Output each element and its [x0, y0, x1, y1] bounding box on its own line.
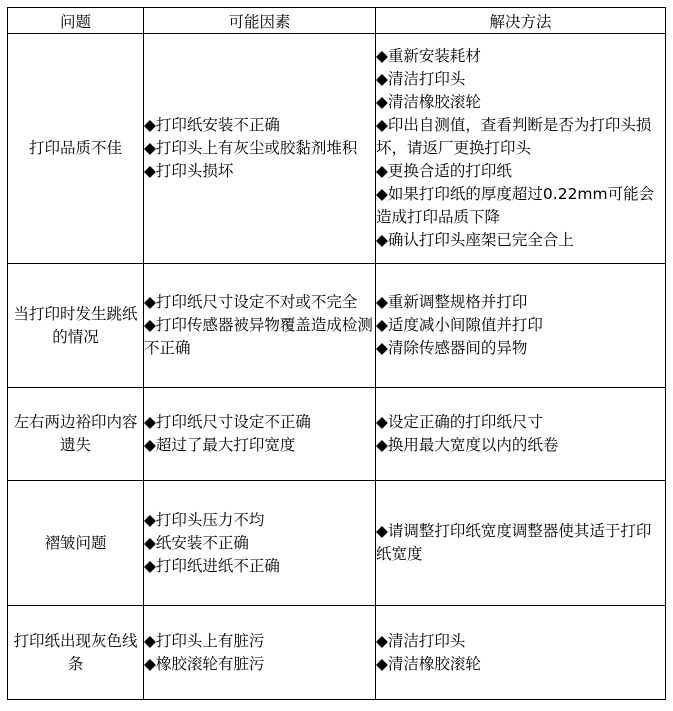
cause-item: ◆超过了最大打印宽度	[144, 436, 296, 454]
solution-item: ◆清洁打印头	[376, 70, 466, 88]
solution-item: ◆设定正确的打印纸尺寸	[376, 413, 543, 431]
cause-item: ◆打印纸进纸不正确	[144, 556, 280, 575]
solution-item: ◆重新安装耗材	[376, 47, 481, 65]
solution-item: ◆清洁打印头	[376, 631, 466, 650]
solution-item: ◆如果打印纸的厚度超过0.22mm可能会造成打印品质下降	[376, 185, 655, 226]
header-row	[8, 8, 666, 34]
cause-item: ◆打印纸尺寸设定不对或不完全	[144, 293, 358, 311]
header-causes: 可能因素	[144, 8, 376, 34]
solution-item: ◆确认打印头座架已完全合上	[376, 231, 574, 249]
solutions-cell	[376, 481, 666, 606]
table-row	[8, 606, 666, 700]
cause-item: ◆橡胶滚轮有脏污	[144, 654, 265, 673]
solutions-cell	[376, 388, 666, 481]
problem-cell: 打印纸出现灰色线条	[8, 606, 144, 700]
solution-item: ◆重新调整规格并打印	[376, 293, 528, 311]
solutions-cell	[376, 34, 666, 264]
solution-item: ◆清除传感器间的异物	[376, 339, 528, 357]
table-row	[8, 481, 666, 606]
problem-cell: 当打印时发生跳纸的情况	[8, 264, 144, 388]
problem-cell: 褶皱问题	[8, 481, 144, 606]
header-solutions: 解决方法	[376, 8, 666, 34]
cause-item: ◆打印头损坏	[144, 162, 234, 180]
cause-item: ◆打印头上有灰尘或胶黏剂堆积	[144, 139, 358, 157]
troubleshooting-table	[7, 7, 666, 700]
solution-item: ◆更换合适的打印纸	[376, 162, 512, 180]
causes-cell	[144, 264, 376, 388]
solution-item: ◆印出自测值，查看判断是否为打印头损坏，请返厂更换打印头	[376, 116, 652, 157]
problem-cell: 打印品质不佳	[8, 34, 144, 264]
causes-cell	[144, 388, 376, 481]
solution-item: ◆清洁橡胶滚轮	[376, 93, 481, 111]
solution-item: ◆适度减小间隙值并打印	[376, 316, 543, 334]
causes-cell	[144, 606, 376, 700]
cause-item: ◆打印头压力不均	[144, 510, 265, 529]
causes-cell	[144, 481, 376, 606]
cause-item: ◆打印纸尺寸设定不正确	[144, 413, 311, 431]
solution-item: ◆清洁橡胶滚轮	[376, 654, 481, 673]
table-row	[8, 34, 666, 264]
cause-item: ◆打印纸安装不正确	[144, 116, 280, 134]
causes-cell	[144, 34, 376, 264]
cause-item: ◆纸安装不正确	[144, 533, 249, 552]
solution-item: ◆请调整打印纸宽度调整器使其适于打印纸宽度	[376, 522, 652, 563]
solutions-cell	[376, 606, 666, 700]
header-problem: 问题	[8, 8, 144, 34]
table-row	[8, 264, 666, 388]
cause-item: ◆打印传感器被异物覆盖造成检测不正确	[144, 316, 373, 357]
solutions-cell	[376, 264, 666, 388]
table-row	[8, 388, 666, 481]
problem-cell: 左右两边裕印内容遗失	[8, 388, 144, 481]
solution-item: ◆换用最大宽度以内的纸卷	[376, 436, 559, 454]
cause-item: ◆打印头上有脏污	[144, 631, 265, 650]
